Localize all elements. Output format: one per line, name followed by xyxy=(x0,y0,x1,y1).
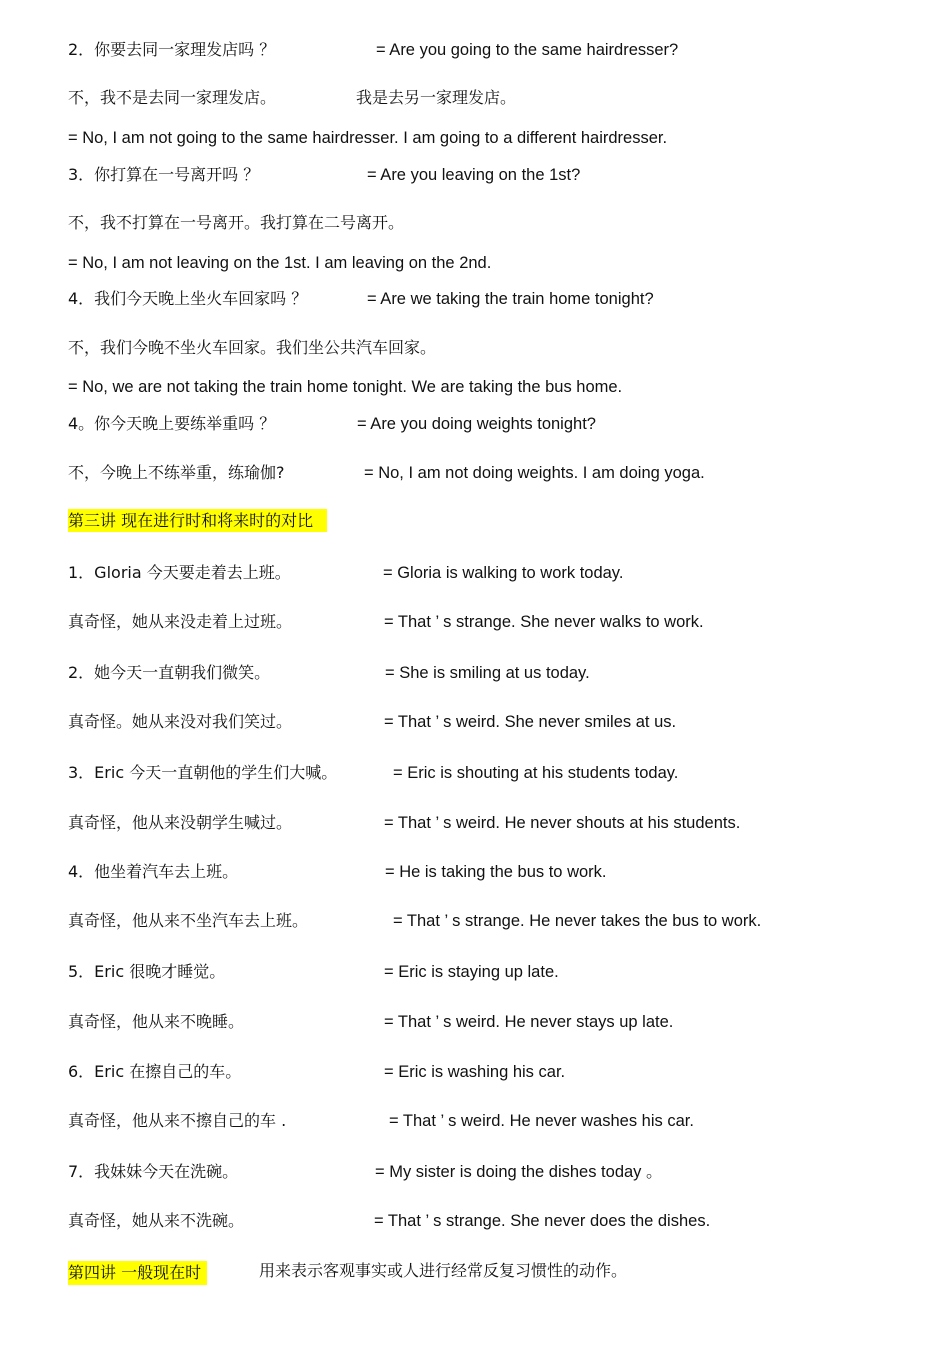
line-23-zh: 6．Eric 在擦自己的车。 xyxy=(68,1062,242,1081)
line-9: = No, we are not taking the train home tonight. We are taking the bus home. xyxy=(68,378,623,396)
line-11-en: = No, I am not doing weights. I am doing yoga. xyxy=(364,464,705,482)
line-23 xyxy=(68,1062,868,1082)
line-4-zh: 3．你打算在一号离开吗 ？ xyxy=(68,165,260,184)
line-7-en: = Are we taking the train home tonight? xyxy=(367,290,654,308)
line-10-zh: 4。你今天晚上要练举重吗 ？ xyxy=(68,414,276,433)
line-10 xyxy=(68,414,868,434)
line-4-en: = Are you leaving on the 1st? xyxy=(367,166,581,184)
line-21-en: = Eric is staying up late. xyxy=(384,963,559,981)
line-23-en: = Eric is washing his car. xyxy=(384,1063,566,1081)
line-3: = No, I am not going to the same hairdresser. I am going to a different hairdresser. xyxy=(68,129,668,147)
line-25-zh: 7．我妹妹今天在洗碗。 xyxy=(68,1162,239,1181)
line-19 xyxy=(68,862,868,882)
line-21 xyxy=(68,962,868,982)
line-24-en: = That ’ s weird. He never washes his car. xyxy=(389,1112,694,1130)
line-25 xyxy=(68,1162,868,1182)
line-1 xyxy=(68,40,868,60)
line-26-en: = That ’ s strange. She never does the dishes. xyxy=(374,1212,711,1230)
line-2-zh2: 我是去另一家理发店。 xyxy=(356,88,517,107)
line-13-zh: 1．Gloria 今天要走着去上班。 xyxy=(68,563,291,582)
line-8: 不，我们今晚不坐火车回家。我们坐公共汽车回家。 xyxy=(68,338,437,357)
line-15-en: = She is smiling at us today. xyxy=(385,664,590,682)
line-10-en: = Are you doing weights tonight? xyxy=(357,415,596,433)
line-4 xyxy=(68,165,868,185)
line-20-en: = That ’ s strange. He never takes the bus to work. xyxy=(393,912,762,930)
line-18-en: = That ’ s weird. He never shouts at his students. xyxy=(384,814,741,832)
line-7-zh: 4．我们今天晚上坐火车回家吗 ？ xyxy=(68,289,308,308)
section-heading-4 xyxy=(68,1261,868,1281)
line-26 xyxy=(68,1211,888,1231)
line-18-zh: 真奇怪，他从来没朝学生喊过。 xyxy=(68,813,293,832)
section-heading-4-text: 第四讲 一般现在时 xyxy=(68,1261,207,1285)
line-1-en: = Are you going to the same hairdresser? xyxy=(376,41,679,59)
line-24-zh: 真奇怪，他从来不擦自己的车 . xyxy=(68,1111,287,1130)
section-heading-3-text: 第三讲 现在进行时和将来时的对比 xyxy=(68,509,327,532)
line-11-zh: 不，今晚上不练举重，练瑜伽? xyxy=(68,463,285,482)
line-13-en: = Gloria is walking to work today. xyxy=(383,564,624,582)
line-22 xyxy=(68,1012,888,1032)
line-2 xyxy=(68,88,868,108)
line-24 xyxy=(68,1111,888,1131)
line-13 xyxy=(68,563,868,583)
line-2-zh: 不，我不是去同一家理发店。 xyxy=(68,88,277,107)
line-15 xyxy=(68,663,868,683)
line-14 xyxy=(68,612,888,632)
line-20-zh: 真奇怪，他从来不坐汽车去上班。 xyxy=(68,911,309,930)
line-26-zh: 真奇怪，她从来不洗碗。 xyxy=(68,1211,245,1230)
line-11 xyxy=(68,463,868,483)
line-22-zh: 真奇怪，他从来不晚睡。 xyxy=(68,1012,245,1031)
line-15-zh: 2．她今天一直朝我们微笑。 xyxy=(68,663,271,682)
line-19-zh: 4．他坐着汽车去上班。 xyxy=(68,862,239,881)
line-17-en: = Eric is shouting at his students today. xyxy=(393,764,679,782)
line-18 xyxy=(68,813,888,833)
line-16-en: = That ’ s weird. She never smiles at us. xyxy=(384,713,677,731)
line-17 xyxy=(68,763,868,783)
line-5: 不，我不打算在一号离开。我打算在二号离开。 xyxy=(68,213,405,232)
line-1-zh: 2．你要去同一家理发店吗 ？ xyxy=(68,40,276,59)
line-25-en: = My sister is doing the dishes today 。 xyxy=(375,1163,663,1181)
line-19-en: = He is taking the bus to work. xyxy=(385,863,607,881)
section-heading-4-desc: 用来表示客观事实或人进行经常反复习惯性的动作。 xyxy=(259,1261,628,1280)
line-16 xyxy=(68,712,888,732)
line-20 xyxy=(68,911,888,931)
line-14-en: = That ’ s strange. She never walks to work. xyxy=(384,613,704,631)
line-16-zh: 真奇怪。她从来没对我们笑过。 xyxy=(68,712,293,731)
line-22-en: = That ’ s weird. He never stays up late. xyxy=(384,1013,674,1031)
line-7 xyxy=(68,289,868,309)
section-heading-3 xyxy=(68,511,327,531)
line-6: = No, I am not leaving on the 1st. I am leaving on the 2nd. xyxy=(68,254,492,272)
line-17-zh: 3．Eric 今天一直朝他的学生们大喊。 xyxy=(68,763,338,782)
line-21-zh: 5．Eric 很晚才睡觉。 xyxy=(68,962,226,981)
line-14-zh: 真奇怪，她从来没走着上过班。 xyxy=(68,612,293,631)
